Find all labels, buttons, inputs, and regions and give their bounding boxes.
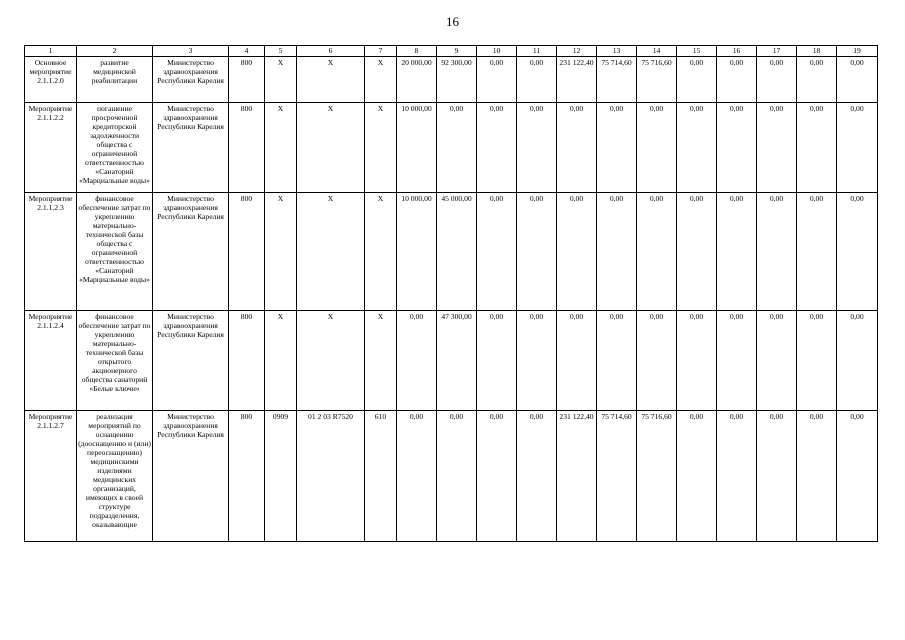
table-cell: 0,00 [397, 311, 437, 411]
col-header: 19 [837, 46, 878, 57]
table-cell: 0,00 [717, 311, 757, 411]
col-header: 9 [437, 46, 477, 57]
table-cell: 0,00 [517, 411, 557, 542]
table-cell: 0,00 [677, 193, 717, 311]
table-cell: Министерство здравоохранения Республики Карелия [153, 57, 229, 103]
table-cell: погашение просроченной кредиторской задолженности общества с ограниченной ответственностью «Санаторий «Марциальные воды» [77, 103, 153, 193]
table-cell: 0,00 [677, 57, 717, 103]
table-cell: 75 714,60 [597, 411, 637, 542]
col-header: 17 [757, 46, 797, 57]
table-cell: 231 122,40 [557, 57, 597, 103]
col-header: 12 [557, 46, 597, 57]
table-cell: Мероприятие 2.1.1.2.3 [25, 193, 77, 311]
table-cell: 0,00 [477, 57, 517, 103]
table-cell: 45 000,00 [437, 193, 477, 311]
table-cell: 0,00 [717, 193, 757, 311]
table-row [25, 411, 878, 542]
budget-table [24, 45, 878, 542]
table-cell: финансовое обеспечение затрат по укреплению материально-технической базы открытого акционерного общества санаторий «Белые ключи» [77, 311, 153, 411]
table-cell: 800 [229, 311, 265, 411]
table-cell: 0,00 [557, 103, 597, 193]
table-cell: 0,00 [437, 411, 477, 542]
table-cell: Х [297, 103, 365, 193]
col-header: 7 [365, 46, 397, 57]
table-cell: 0,00 [637, 193, 677, 311]
table-cell: Министерство здравоохранения Республики Карелия [153, 411, 229, 542]
table-cell: 0,00 [797, 103, 837, 193]
col-header: 15 [677, 46, 717, 57]
table-cell: 800 [229, 103, 265, 193]
table-cell: 0,00 [757, 193, 797, 311]
table-cell: 0,00 [757, 311, 797, 411]
table-cell: 0,00 [717, 103, 757, 193]
table-cell: 0,00 [797, 311, 837, 411]
table-cell: 75 714,60 [597, 57, 637, 103]
table-cell: 0,00 [637, 311, 677, 411]
table-cell: 0,00 [797, 193, 837, 311]
table-cell: 0,00 [717, 57, 757, 103]
table-cell: Х [265, 57, 297, 103]
table-cell: Х [297, 311, 365, 411]
table-cell: финансовое обеспечение затрат по укреплению материально-технической базы общества с ограниченной ответственностью «Санаторий «Марциальные воды» [77, 193, 153, 311]
table-cell: 0,00 [837, 193, 878, 311]
table-cell: реализация мероприятий по оснащению (дооснащению и (или) переоснащению) медицинскими изделиями медицинских организаций, имеющих в своей структуре подразделения, оказывающие [77, 411, 153, 542]
table-cell: 0,00 [717, 411, 757, 542]
table-cell: 0,00 [597, 193, 637, 311]
table-cell: Мероприятие 2.1.1.2.4 [25, 311, 77, 411]
table-cell: Х [265, 311, 297, 411]
col-header: 5 [265, 46, 297, 57]
table-cell: Х [265, 103, 297, 193]
table-cell: 610 [365, 411, 397, 542]
table-cell: 0,00 [517, 103, 557, 193]
table-cell: 0909 [265, 411, 297, 542]
table-cell: Мероприятие 2.1.1.2.7 [25, 411, 77, 542]
col-header: 13 [597, 46, 637, 57]
col-header: 11 [517, 46, 557, 57]
table-cell: Министерство здравоохранения Республики Карелия [153, 103, 229, 193]
table-cell: 0,00 [797, 57, 837, 103]
table-cell: развитие медицинской реабилитации [77, 57, 153, 103]
table-cell: 800 [229, 57, 265, 103]
table-cell: 01 2 03 R7520 [297, 411, 365, 542]
col-header: 18 [797, 46, 837, 57]
table-cell: 0,00 [477, 411, 517, 542]
table-cell: 10 000,00 [397, 103, 437, 193]
table-cell: Министерство здравоохранения Республики Карелия [153, 311, 229, 411]
col-header: 2 [77, 46, 153, 57]
table-cell: 0,00 [597, 103, 637, 193]
table-cell: 800 [229, 193, 265, 311]
table-cell: 20 000,00 [397, 57, 437, 103]
table-cell: 0,00 [437, 103, 477, 193]
table-cell: Х [365, 57, 397, 103]
table-row [25, 311, 878, 411]
table-cell: 800 [229, 411, 265, 542]
table-cell: 0,00 [477, 193, 517, 311]
table-cell: 0,00 [837, 103, 878, 193]
table-cell: 0,00 [757, 411, 797, 542]
table-cell: 0,00 [517, 57, 557, 103]
table-row [25, 57, 878, 103]
table-cell: Х [297, 57, 365, 103]
table-cell: 0,00 [517, 311, 557, 411]
table-cell: 0,00 [677, 103, 717, 193]
table-cell: 92 300,00 [437, 57, 477, 103]
col-header: 1 [25, 46, 77, 57]
table-cell: 0,00 [517, 193, 557, 311]
col-header: 10 [477, 46, 517, 57]
table-cell: 0,00 [757, 57, 797, 103]
page-number: 16 [446, 14, 459, 29]
table-cell: Х [265, 193, 297, 311]
table-cell: 0,00 [477, 103, 517, 193]
table-cell: 0,00 [837, 411, 878, 542]
table-cell: 0,00 [557, 311, 597, 411]
col-header: 14 [637, 46, 677, 57]
table-cell: 231 122,40 [557, 411, 597, 542]
col-header: 4 [229, 46, 265, 57]
table-cell: Министерство здравоохранения Республики Карелия [153, 193, 229, 311]
table-cell: Мероприятие 2.1.1.2.2 [25, 103, 77, 193]
table-cell: 10 000,00 [397, 193, 437, 311]
table-cell: 0,00 [837, 57, 878, 103]
table-cell: Основное мероприятие 2.1.1.2.0 [25, 57, 77, 103]
col-header: 8 [397, 46, 437, 57]
header-row [25, 46, 878, 57]
table-cell: 0,00 [797, 411, 837, 542]
table-cell: 0,00 [677, 411, 717, 542]
table-cell: 75 716,60 [637, 57, 677, 103]
col-header: 6 [297, 46, 365, 57]
table-cell: Х [365, 193, 397, 311]
table-cell: 0,00 [597, 311, 637, 411]
table-cell: 0,00 [477, 311, 517, 411]
table-cell: 0,00 [837, 311, 878, 411]
table-row [25, 103, 878, 193]
table-cell: 0,00 [637, 103, 677, 193]
table-cell: 0,00 [557, 193, 597, 311]
table-cell: 47 300,00 [437, 311, 477, 411]
table-cell: Х [297, 193, 365, 311]
table-row [25, 193, 878, 311]
table-cell: 0,00 [757, 103, 797, 193]
table-cell: 0,00 [397, 411, 437, 542]
table-cell: Х [365, 103, 397, 193]
table-cell: 0,00 [677, 311, 717, 411]
table-cell: 75 716,60 [637, 411, 677, 542]
table-cell: Х [365, 311, 397, 411]
col-header: 16 [717, 46, 757, 57]
col-header: 3 [153, 46, 229, 57]
